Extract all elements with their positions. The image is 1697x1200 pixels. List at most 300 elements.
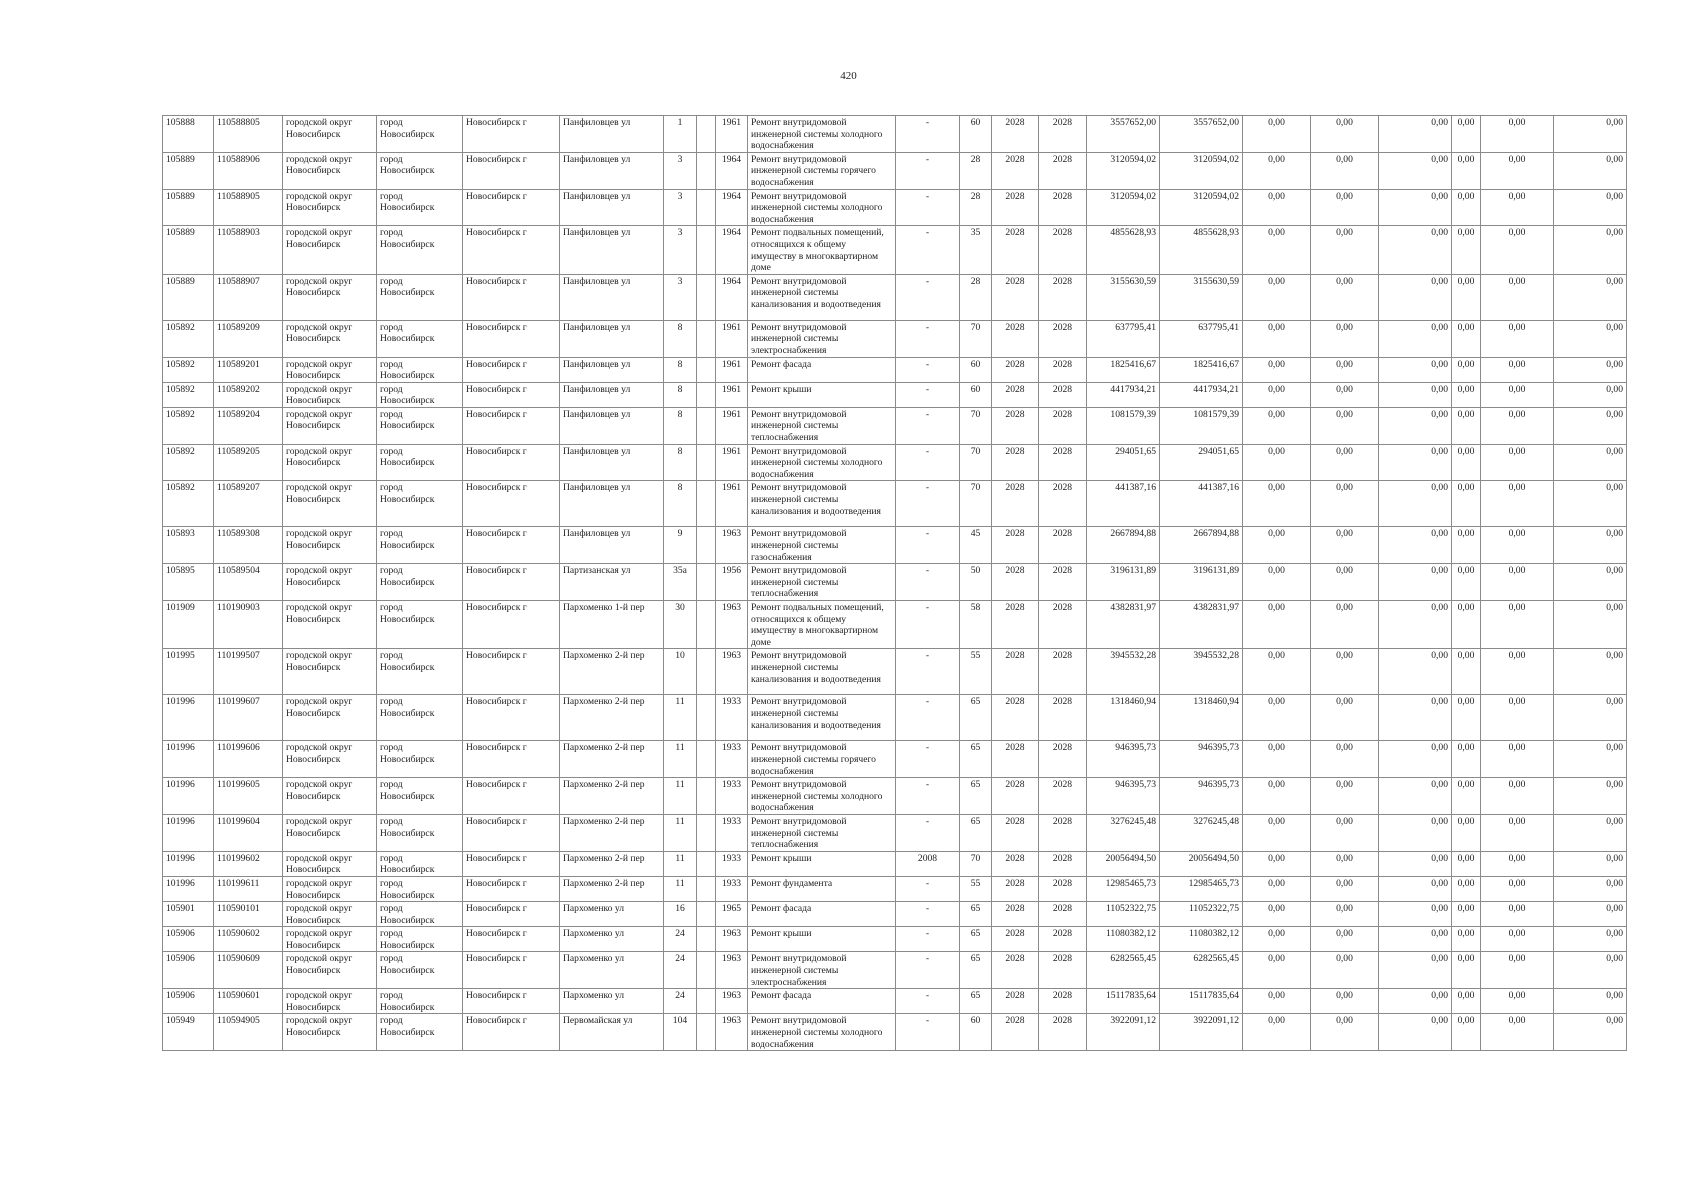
cell-work-id: 110589504: [214, 564, 283, 601]
cell-fund-cost: 12985465,73: [1160, 876, 1243, 901]
cell-work-type: Ремонт внутридомовой инженерной системы холодного водоснабжения: [748, 1014, 896, 1051]
cell-house-number: 8: [664, 481, 697, 527]
cell-work-type: Ремонт внутридомовой инженерной системы холодного водоснабжения: [748, 189, 896, 226]
cell-settlement: город Новосибирск: [377, 189, 463, 226]
cell-plan-year-end: 2028: [1039, 527, 1087, 564]
cell-total-cost: 6282565,45: [1087, 952, 1160, 989]
cell-record-id: 105889: [163, 274, 214, 320]
cell-house-number: 30: [664, 601, 697, 649]
cell-municipal-district: городской округ Новосибирск: [283, 481, 377, 527]
cell-house-number: 11: [664, 695, 697, 741]
cell-plan-year-start: 2028: [992, 152, 1039, 189]
cell-work-id: 110199611: [214, 876, 283, 901]
cell-budget-federal: 0,00: [1243, 778, 1311, 815]
cell-wear-percent: 58: [960, 601, 992, 649]
cell-other-funds: 0,00: [1481, 601, 1554, 649]
cell-budget-federal: 0,00: [1243, 814, 1311, 851]
cell-work-type: Ремонт подвальных помещений, относящихся к общему имуществу в многоквартирном доме: [748, 226, 896, 274]
cell-budget-federal: 0,00: [1243, 481, 1311, 527]
cell-budget-regional: 0,00: [1311, 649, 1379, 695]
cell-street: Пархоменко 1-й пер: [560, 601, 664, 649]
table-row: [163, 189, 1627, 226]
cell-budget-federal: 0,00: [1243, 1014, 1311, 1051]
cell-build-year: 1965: [716, 902, 748, 927]
cell-budget-regional: 0,00: [1311, 601, 1379, 649]
cell-budget-federal: 0,00: [1243, 649, 1311, 695]
cell-total-cost: 20056494,50: [1087, 851, 1160, 876]
cell-fund-cost: 3196131,89: [1160, 564, 1243, 601]
cell-settlement: город Новосибирск: [377, 320, 463, 357]
cell-fund-cost: 1318460,94: [1160, 695, 1243, 741]
cell-last-repair-year: -: [896, 527, 960, 564]
cell-wear-percent: 55: [960, 649, 992, 695]
cell-work-id: 110589202: [214, 382, 283, 407]
cell-locality: Новосибирск г: [463, 927, 560, 952]
cell-work-id: 110590101: [214, 902, 283, 927]
cell-work-id: 110590602: [214, 927, 283, 952]
cell-wear-percent: 65: [960, 695, 992, 741]
cell-budget-local: 0,00: [1379, 601, 1452, 649]
cell-settlement: город Новосибирск: [377, 876, 463, 901]
cell-settlement: город Новосибирск: [377, 226, 463, 274]
cell-other-funds: 0,00: [1481, 274, 1554, 320]
cell-house-number: 24: [664, 989, 697, 1014]
cell-owners-funds: 0,00: [1452, 1014, 1481, 1051]
cell-budget-regional: 0,00: [1311, 444, 1379, 481]
cell-record-id: 105949: [163, 1014, 214, 1051]
cell-locality: Новосибирск г: [463, 1014, 560, 1051]
cell-plan-year-start: 2028: [992, 527, 1039, 564]
cell-locality: Новосибирск г: [463, 357, 560, 382]
cell-wear-percent: 70: [960, 320, 992, 357]
cell-building: [697, 116, 716, 153]
cell-budget-local: 0,00: [1379, 814, 1452, 851]
cell-plan-year-end: 2028: [1039, 116, 1087, 153]
cell-owners-funds: 0,00: [1452, 444, 1481, 481]
cell-house-number: 104: [664, 1014, 697, 1051]
cell-other-funds: 0,00: [1481, 649, 1554, 695]
cell-work-id: 110589209: [214, 320, 283, 357]
cell-total-cost: 441387,16: [1087, 481, 1160, 527]
cell-settlement: город Новосибирск: [377, 601, 463, 649]
cell-budget-local: 0,00: [1379, 564, 1452, 601]
cell-record-id: 105893: [163, 527, 214, 564]
table-row: [163, 814, 1627, 851]
cell-street: Панфиловцев ул: [560, 357, 664, 382]
cell-settlement: город Новосибирск: [377, 407, 463, 444]
cell-settlement: город Новосибирск: [377, 564, 463, 601]
cell-build-year: 1963: [716, 952, 748, 989]
cell-budget-local: 0,00: [1379, 741, 1452, 778]
cell-settlement: город Новосибирск: [377, 152, 463, 189]
cell-total-cost: 4417934,21: [1087, 382, 1160, 407]
cell-work-type: Ремонт крыши: [748, 927, 896, 952]
cell-street: Пархоменко 2-й пер: [560, 814, 664, 851]
cell-wear-percent: 60: [960, 1014, 992, 1051]
cell-municipal-district: городской округ Новосибирск: [283, 189, 377, 226]
cell-wear-percent: 35: [960, 226, 992, 274]
cell-locality: Новосибирск г: [463, 814, 560, 851]
cell-building: [697, 189, 716, 226]
cell-locality: Новосибирск г: [463, 444, 560, 481]
cell-budget-regional: 0,00: [1311, 564, 1379, 601]
cell-owners-funds: 0,00: [1452, 481, 1481, 527]
cell-budget-regional: 0,00: [1311, 814, 1379, 851]
cell-building: [697, 1014, 716, 1051]
cell-extra-funds: 0,00: [1554, 564, 1627, 601]
cell-record-id: 105892: [163, 407, 214, 444]
cell-other-funds: 0,00: [1481, 902, 1554, 927]
cell-record-id: 105895: [163, 564, 214, 601]
cell-building: [697, 601, 716, 649]
cell-extra-funds: 0,00: [1554, 444, 1627, 481]
cell-budget-local: 0,00: [1379, 407, 1452, 444]
cell-record-id: 105901: [163, 902, 214, 927]
cell-budget-federal: 0,00: [1243, 226, 1311, 274]
cell-wear-percent: 60: [960, 357, 992, 382]
cell-work-id: 110199604: [214, 814, 283, 851]
cell-extra-funds: 0,00: [1554, 778, 1627, 815]
cell-fund-cost: 1825416,67: [1160, 357, 1243, 382]
cell-record-id: 105906: [163, 989, 214, 1014]
cell-budget-regional: 0,00: [1311, 741, 1379, 778]
cell-other-funds: 0,00: [1481, 189, 1554, 226]
cell-total-cost: 3120594,02: [1087, 152, 1160, 189]
cell-municipal-district: городской округ Новосибирск: [283, 989, 377, 1014]
cell-wear-percent: 60: [960, 382, 992, 407]
cell-wear-percent: 70: [960, 481, 992, 527]
cell-plan-year-start: 2028: [992, 226, 1039, 274]
cell-work-type: Ремонт внутридомовой инженерной системы теплоснабжения: [748, 407, 896, 444]
cell-house-number: 11: [664, 851, 697, 876]
cell-municipal-district: городской округ Новосибирск: [283, 952, 377, 989]
cell-municipal-district: городской округ Новосибирск: [283, 407, 377, 444]
cell-work-id: 110199606: [214, 741, 283, 778]
cell-locality: Новосибирск г: [463, 741, 560, 778]
cell-building: [697, 741, 716, 778]
cell-fund-cost: 294051,65: [1160, 444, 1243, 481]
cell-house-number: 3: [664, 152, 697, 189]
cell-building: [697, 226, 716, 274]
cell-wear-percent: 65: [960, 952, 992, 989]
cell-record-id: 105892: [163, 357, 214, 382]
cell-work-type: Ремонт крыши: [748, 382, 896, 407]
cell-wear-percent: 55: [960, 876, 992, 901]
cell-wear-percent: 65: [960, 814, 992, 851]
cell-plan-year-end: 2028: [1039, 876, 1087, 901]
table-row: [163, 851, 1627, 876]
cell-work-id: 110590609: [214, 952, 283, 989]
cell-building: [697, 952, 716, 989]
cell-house-number: 8: [664, 320, 697, 357]
cell-budget-federal: 0,00: [1243, 741, 1311, 778]
cell-extra-funds: 0,00: [1554, 601, 1627, 649]
cell-budget-federal: 0,00: [1243, 695, 1311, 741]
cell-build-year: 1963: [716, 927, 748, 952]
cell-work-type: Ремонт подвальных помещений, относящихся к общему имуществу в многоквартирном доме: [748, 601, 896, 649]
cell-budget-local: 0,00: [1379, 320, 1452, 357]
cell-record-id: 101996: [163, 851, 214, 876]
cell-building: [697, 407, 716, 444]
cell-house-number: 16: [664, 902, 697, 927]
cell-building: [697, 778, 716, 815]
page-number: 420: [840, 70, 857, 82]
cell-record-id: 105906: [163, 927, 214, 952]
cell-other-funds: 0,00: [1481, 527, 1554, 564]
cell-record-id: 101996: [163, 695, 214, 741]
cell-municipal-district: городской округ Новосибирск: [283, 226, 377, 274]
cell-last-repair-year: -: [896, 989, 960, 1014]
cell-budget-local: 0,00: [1379, 851, 1452, 876]
cell-build-year: 1933: [716, 876, 748, 901]
cell-plan-year-start: 2028: [992, 601, 1039, 649]
cell-budget-federal: 0,00: [1243, 152, 1311, 189]
cell-total-cost: 11080382,12: [1087, 927, 1160, 952]
cell-street: Пархоменко ул: [560, 952, 664, 989]
cell-budget-regional: 0,00: [1311, 226, 1379, 274]
cell-budget-local: 0,00: [1379, 152, 1452, 189]
cell-municipal-district: городской округ Новосибирск: [283, 927, 377, 952]
cell-wear-percent: 50: [960, 564, 992, 601]
cell-street: Пархоменко ул: [560, 902, 664, 927]
cell-total-cost: 3922091,12: [1087, 1014, 1160, 1051]
cell-building: [697, 320, 716, 357]
cell-budget-local: 0,00: [1379, 778, 1452, 815]
cell-municipal-district: городской округ Новосибирск: [283, 382, 377, 407]
cell-house-number: 11: [664, 741, 697, 778]
cell-owners-funds: 0,00: [1452, 649, 1481, 695]
table-row: [163, 116, 1627, 153]
cell-locality: Новосибирск г: [463, 320, 560, 357]
cell-plan-year-start: 2028: [992, 814, 1039, 851]
cell-house-number: 9: [664, 527, 697, 564]
cell-work-id: 110590601: [214, 989, 283, 1014]
cell-extra-funds: 0,00: [1554, 876, 1627, 901]
cell-extra-funds: 0,00: [1554, 851, 1627, 876]
cell-budget-federal: 0,00: [1243, 989, 1311, 1014]
cell-other-funds: 0,00: [1481, 226, 1554, 274]
cell-plan-year-start: 2028: [992, 320, 1039, 357]
cell-budget-regional: 0,00: [1311, 152, 1379, 189]
cell-last-repair-year: -: [896, 902, 960, 927]
cell-record-id: 101996: [163, 814, 214, 851]
cell-budget-federal: 0,00: [1243, 902, 1311, 927]
cell-work-type: Ремонт внутридомовой инженерной системы холодного водоснабжения: [748, 444, 896, 481]
cell-plan-year-end: 2028: [1039, 778, 1087, 815]
cell-build-year: 1933: [716, 851, 748, 876]
cell-last-repair-year: -: [896, 274, 960, 320]
table-row: [163, 778, 1627, 815]
cell-wear-percent: 28: [960, 152, 992, 189]
cell-work-type: Ремонт внутридомовой инженерной системы газоснабжения: [748, 527, 896, 564]
cell-build-year: 1961: [716, 481, 748, 527]
cell-work-id: 110199607: [214, 695, 283, 741]
cell-plan-year-end: 2028: [1039, 927, 1087, 952]
cell-house-number: 11: [664, 876, 697, 901]
cell-wear-percent: 70: [960, 407, 992, 444]
cell-street: Пархоменко 2-й пер: [560, 778, 664, 815]
cell-street: Пархоменко 2-й пер: [560, 851, 664, 876]
cell-budget-local: 0,00: [1379, 989, 1452, 1014]
cell-wear-percent: 65: [960, 741, 992, 778]
cell-other-funds: 0,00: [1481, 989, 1554, 1014]
cell-record-id: 105892: [163, 320, 214, 357]
cell-work-id: 110588906: [214, 152, 283, 189]
cell-plan-year-start: 2028: [992, 189, 1039, 226]
cell-settlement: город Новосибирск: [377, 851, 463, 876]
cell-extra-funds: 0,00: [1554, 1014, 1627, 1051]
cell-owners-funds: 0,00: [1452, 927, 1481, 952]
cell-budget-local: 0,00: [1379, 382, 1452, 407]
cell-plan-year-start: 2028: [992, 989, 1039, 1014]
cell-house-number: 3: [664, 274, 697, 320]
cell-total-cost: 15117835,64: [1087, 989, 1160, 1014]
cell-extra-funds: 0,00: [1554, 902, 1627, 927]
cell-work-id: 110588805: [214, 116, 283, 153]
cell-locality: Новосибирск г: [463, 116, 560, 153]
cell-plan-year-start: 2028: [992, 382, 1039, 407]
cell-budget-local: 0,00: [1379, 116, 1452, 153]
cell-fund-cost: 3922091,12: [1160, 1014, 1243, 1051]
table-row: [163, 741, 1627, 778]
cell-street: Панфиловцев ул: [560, 189, 664, 226]
cell-settlement: город Новосибирск: [377, 695, 463, 741]
cell-wear-percent: 70: [960, 444, 992, 481]
table-row: [163, 952, 1627, 989]
cell-other-funds: 0,00: [1481, 382, 1554, 407]
cell-plan-year-start: 2028: [992, 481, 1039, 527]
cell-record-id: 105892: [163, 382, 214, 407]
cell-extra-funds: 0,00: [1554, 927, 1627, 952]
cell-last-repair-year: -: [896, 189, 960, 226]
cell-owners-funds: 0,00: [1452, 778, 1481, 815]
cell-build-year: 1964: [716, 189, 748, 226]
cell-fund-cost: 3557652,00: [1160, 116, 1243, 153]
table-row: [163, 382, 1627, 407]
cell-last-repair-year: -: [896, 1014, 960, 1051]
table-row: [163, 649, 1627, 695]
cell-work-type: Ремонт внутридомовой инженерной системы электроснабжения: [748, 952, 896, 989]
cell-budget-local: 0,00: [1379, 876, 1452, 901]
cell-extra-funds: 0,00: [1554, 695, 1627, 741]
cell-other-funds: 0,00: [1481, 927, 1554, 952]
cell-fund-cost: 3276245,48: [1160, 814, 1243, 851]
cell-record-id: 101909: [163, 601, 214, 649]
cell-plan-year-start: 2028: [992, 357, 1039, 382]
cell-last-repair-year: -: [896, 444, 960, 481]
cell-record-id: 101995: [163, 649, 214, 695]
cell-total-cost: 1318460,94: [1087, 695, 1160, 741]
cell-total-cost: 1081579,39: [1087, 407, 1160, 444]
cell-build-year: 1964: [716, 226, 748, 274]
cell-last-repair-year: -: [896, 564, 960, 601]
cell-street: Панфиловцев ул: [560, 226, 664, 274]
cell-work-id: 110588905: [214, 189, 283, 226]
cell-municipal-district: городской округ Новосибирск: [283, 741, 377, 778]
cell-plan-year-start: 2028: [992, 952, 1039, 989]
cell-record-id: 105892: [163, 481, 214, 527]
cell-other-funds: 0,00: [1481, 952, 1554, 989]
cell-work-id: 110589201: [214, 357, 283, 382]
table-row: [163, 902, 1627, 927]
cell-record-id: 105889: [163, 226, 214, 274]
cell-house-number: 10: [664, 649, 697, 695]
cell-plan-year-end: 2028: [1039, 695, 1087, 741]
cell-last-repair-year: -: [896, 814, 960, 851]
cell-owners-funds: 0,00: [1452, 989, 1481, 1014]
cell-locality: Новосибирск г: [463, 952, 560, 989]
cell-last-repair-year: -: [896, 481, 960, 527]
cell-municipal-district: городской округ Новосибирск: [283, 357, 377, 382]
cell-build-year: 1961: [716, 320, 748, 357]
cell-house-number: 24: [664, 927, 697, 952]
cell-total-cost: 637795,41: [1087, 320, 1160, 357]
cell-owners-funds: 0,00: [1452, 741, 1481, 778]
cell-locality: Новосибирск г: [463, 601, 560, 649]
cell-locality: Новосибирск г: [463, 989, 560, 1014]
cell-municipal-district: городской округ Новосибирск: [283, 778, 377, 815]
cell-last-repair-year: -: [896, 927, 960, 952]
cell-locality: Новосибирск г: [463, 564, 560, 601]
cell-settlement: город Новосибирск: [377, 778, 463, 815]
cell-settlement: город Новосибирск: [377, 741, 463, 778]
cell-total-cost: 3945532,28: [1087, 649, 1160, 695]
cell-work-id: 110594905: [214, 1014, 283, 1051]
cell-building: [697, 902, 716, 927]
cell-extra-funds: 0,00: [1554, 320, 1627, 357]
cell-last-repair-year: -: [896, 407, 960, 444]
cell-budget-regional: 0,00: [1311, 116, 1379, 153]
cell-street: Панфиловцев ул: [560, 382, 664, 407]
cell-budget-federal: 0,00: [1243, 927, 1311, 952]
cell-building: [697, 814, 716, 851]
cell-building: [697, 564, 716, 601]
cell-owners-funds: 0,00: [1452, 814, 1481, 851]
cell-plan-year-end: 2028: [1039, 564, 1087, 601]
cell-work-type: Ремонт внутридомовой инженерной системы теплоснабжения: [748, 564, 896, 601]
cell-budget-regional: 0,00: [1311, 320, 1379, 357]
cell-plan-year-start: 2028: [992, 876, 1039, 901]
cell-owners-funds: 0,00: [1452, 527, 1481, 564]
cell-build-year: 1963: [716, 989, 748, 1014]
cell-house-number: 24: [664, 952, 697, 989]
cell-owners-funds: 0,00: [1452, 274, 1481, 320]
cell-municipal-district: городской округ Новосибирск: [283, 876, 377, 901]
cell-building: [697, 876, 716, 901]
cell-total-cost: 946395,73: [1087, 778, 1160, 815]
cell-wear-percent: 60: [960, 116, 992, 153]
cell-street: Пархоменко ул: [560, 989, 664, 1014]
cell-budget-regional: 0,00: [1311, 927, 1379, 952]
cell-last-repair-year: -: [896, 320, 960, 357]
cell-street: Панфиловцев ул: [560, 320, 664, 357]
cell-extra-funds: 0,00: [1554, 814, 1627, 851]
cell-settlement: город Новосибирск: [377, 989, 463, 1014]
cell-plan-year-start: 2028: [992, 695, 1039, 741]
cell-owners-funds: 0,00: [1452, 695, 1481, 741]
cell-fund-cost: 4855628,93: [1160, 226, 1243, 274]
cell-budget-regional: 0,00: [1311, 952, 1379, 989]
cell-build-year: 1963: [716, 1014, 748, 1051]
cell-last-repair-year: -: [896, 357, 960, 382]
cell-work-type: Ремонт внутридомовой инженерной системы холодного водоснабжения: [748, 778, 896, 815]
cell-last-repair-year: -: [896, 226, 960, 274]
cell-work-type: Ремонт фасада: [748, 902, 896, 927]
cell-settlement: город Новосибирск: [377, 649, 463, 695]
cell-owners-funds: 0,00: [1452, 902, 1481, 927]
cell-other-funds: 0,00: [1481, 1014, 1554, 1051]
cell-fund-cost: 441387,16: [1160, 481, 1243, 527]
